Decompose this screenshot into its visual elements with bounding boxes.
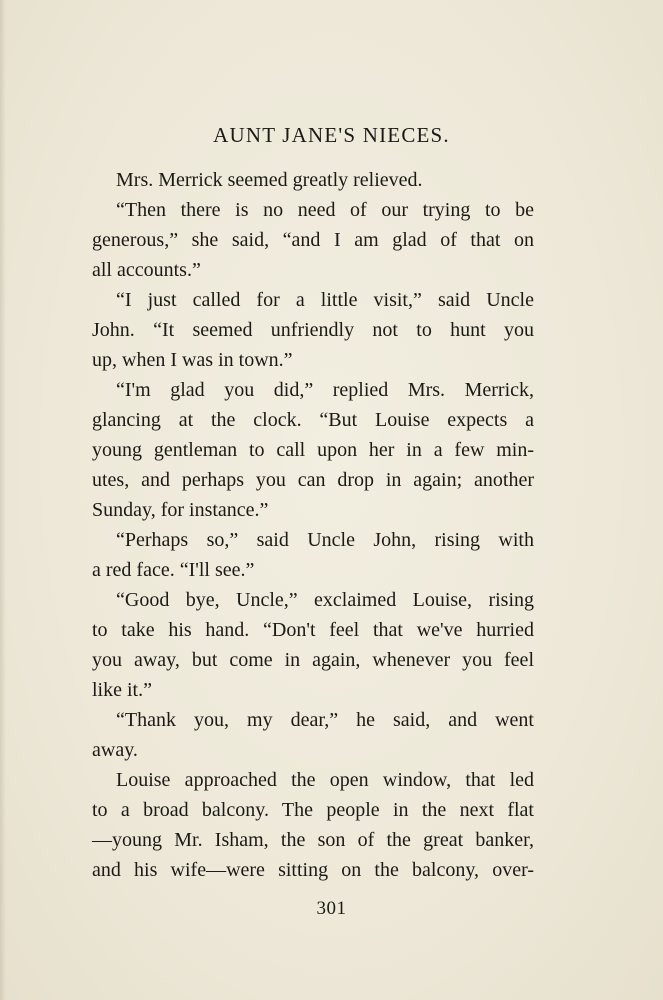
running-head: AUNT JANE'S NIECES. (213, 123, 450, 147)
text-line: “Thank you, my dear,” he said, and went (116, 709, 534, 731)
text-line: John. “It seemed unfriendly not to hunt you (92, 319, 534, 341)
text-line: “Perhaps so,” said Uncle John, rising with (116, 529, 534, 551)
text-line: generous,” she said, “and I am glad of that on (92, 229, 534, 251)
text-line: “I just called for a little visit,” said Uncle (116, 289, 534, 311)
page-number: 301 (316, 898, 347, 919)
text-line: “Good bye, Uncle,” exclaimed Louise, rising (116, 589, 534, 611)
text-line: and his wife—were sitting on the balcony, over- (92, 859, 534, 881)
text-line: like it.” (92, 679, 152, 701)
text-line: —young Mr. Isham, the son of the great banker, (92, 829, 534, 851)
text-line: to take his hand. “Don't feel that we've hurried (92, 619, 534, 641)
text-line: utes, and perhaps you can drop in again; another (92, 469, 534, 491)
text-line: up, when I was in town.” (92, 349, 293, 371)
text-line: you away, but come in again, whenever you feel (92, 649, 534, 671)
text-line: away. (92, 739, 138, 761)
text-line: to a broad balcony. The people in the next flat (92, 799, 534, 821)
text-line: Louise approached the open window, that led (116, 769, 534, 791)
text-line: glancing at the clock. “But Louise expects a (92, 409, 534, 431)
body-text (92, 165, 534, 885)
page-edge-shadow (0, 0, 6, 1000)
text-line: “I'm glad you did,” replied Mrs. Merrick, (116, 379, 534, 401)
text-line: young gentleman to call upon her in a few min- (92, 439, 534, 461)
text-line: all accounts.” (92, 259, 201, 281)
text-line: Mrs. Merrick seemed greatly relieved. (116, 169, 423, 191)
text-line: “Then there is no need of our trying to be (116, 199, 534, 221)
text-line: a red face. “I'll see.” (92, 559, 255, 581)
text-line: Sunday, for instance.” (92, 499, 269, 521)
